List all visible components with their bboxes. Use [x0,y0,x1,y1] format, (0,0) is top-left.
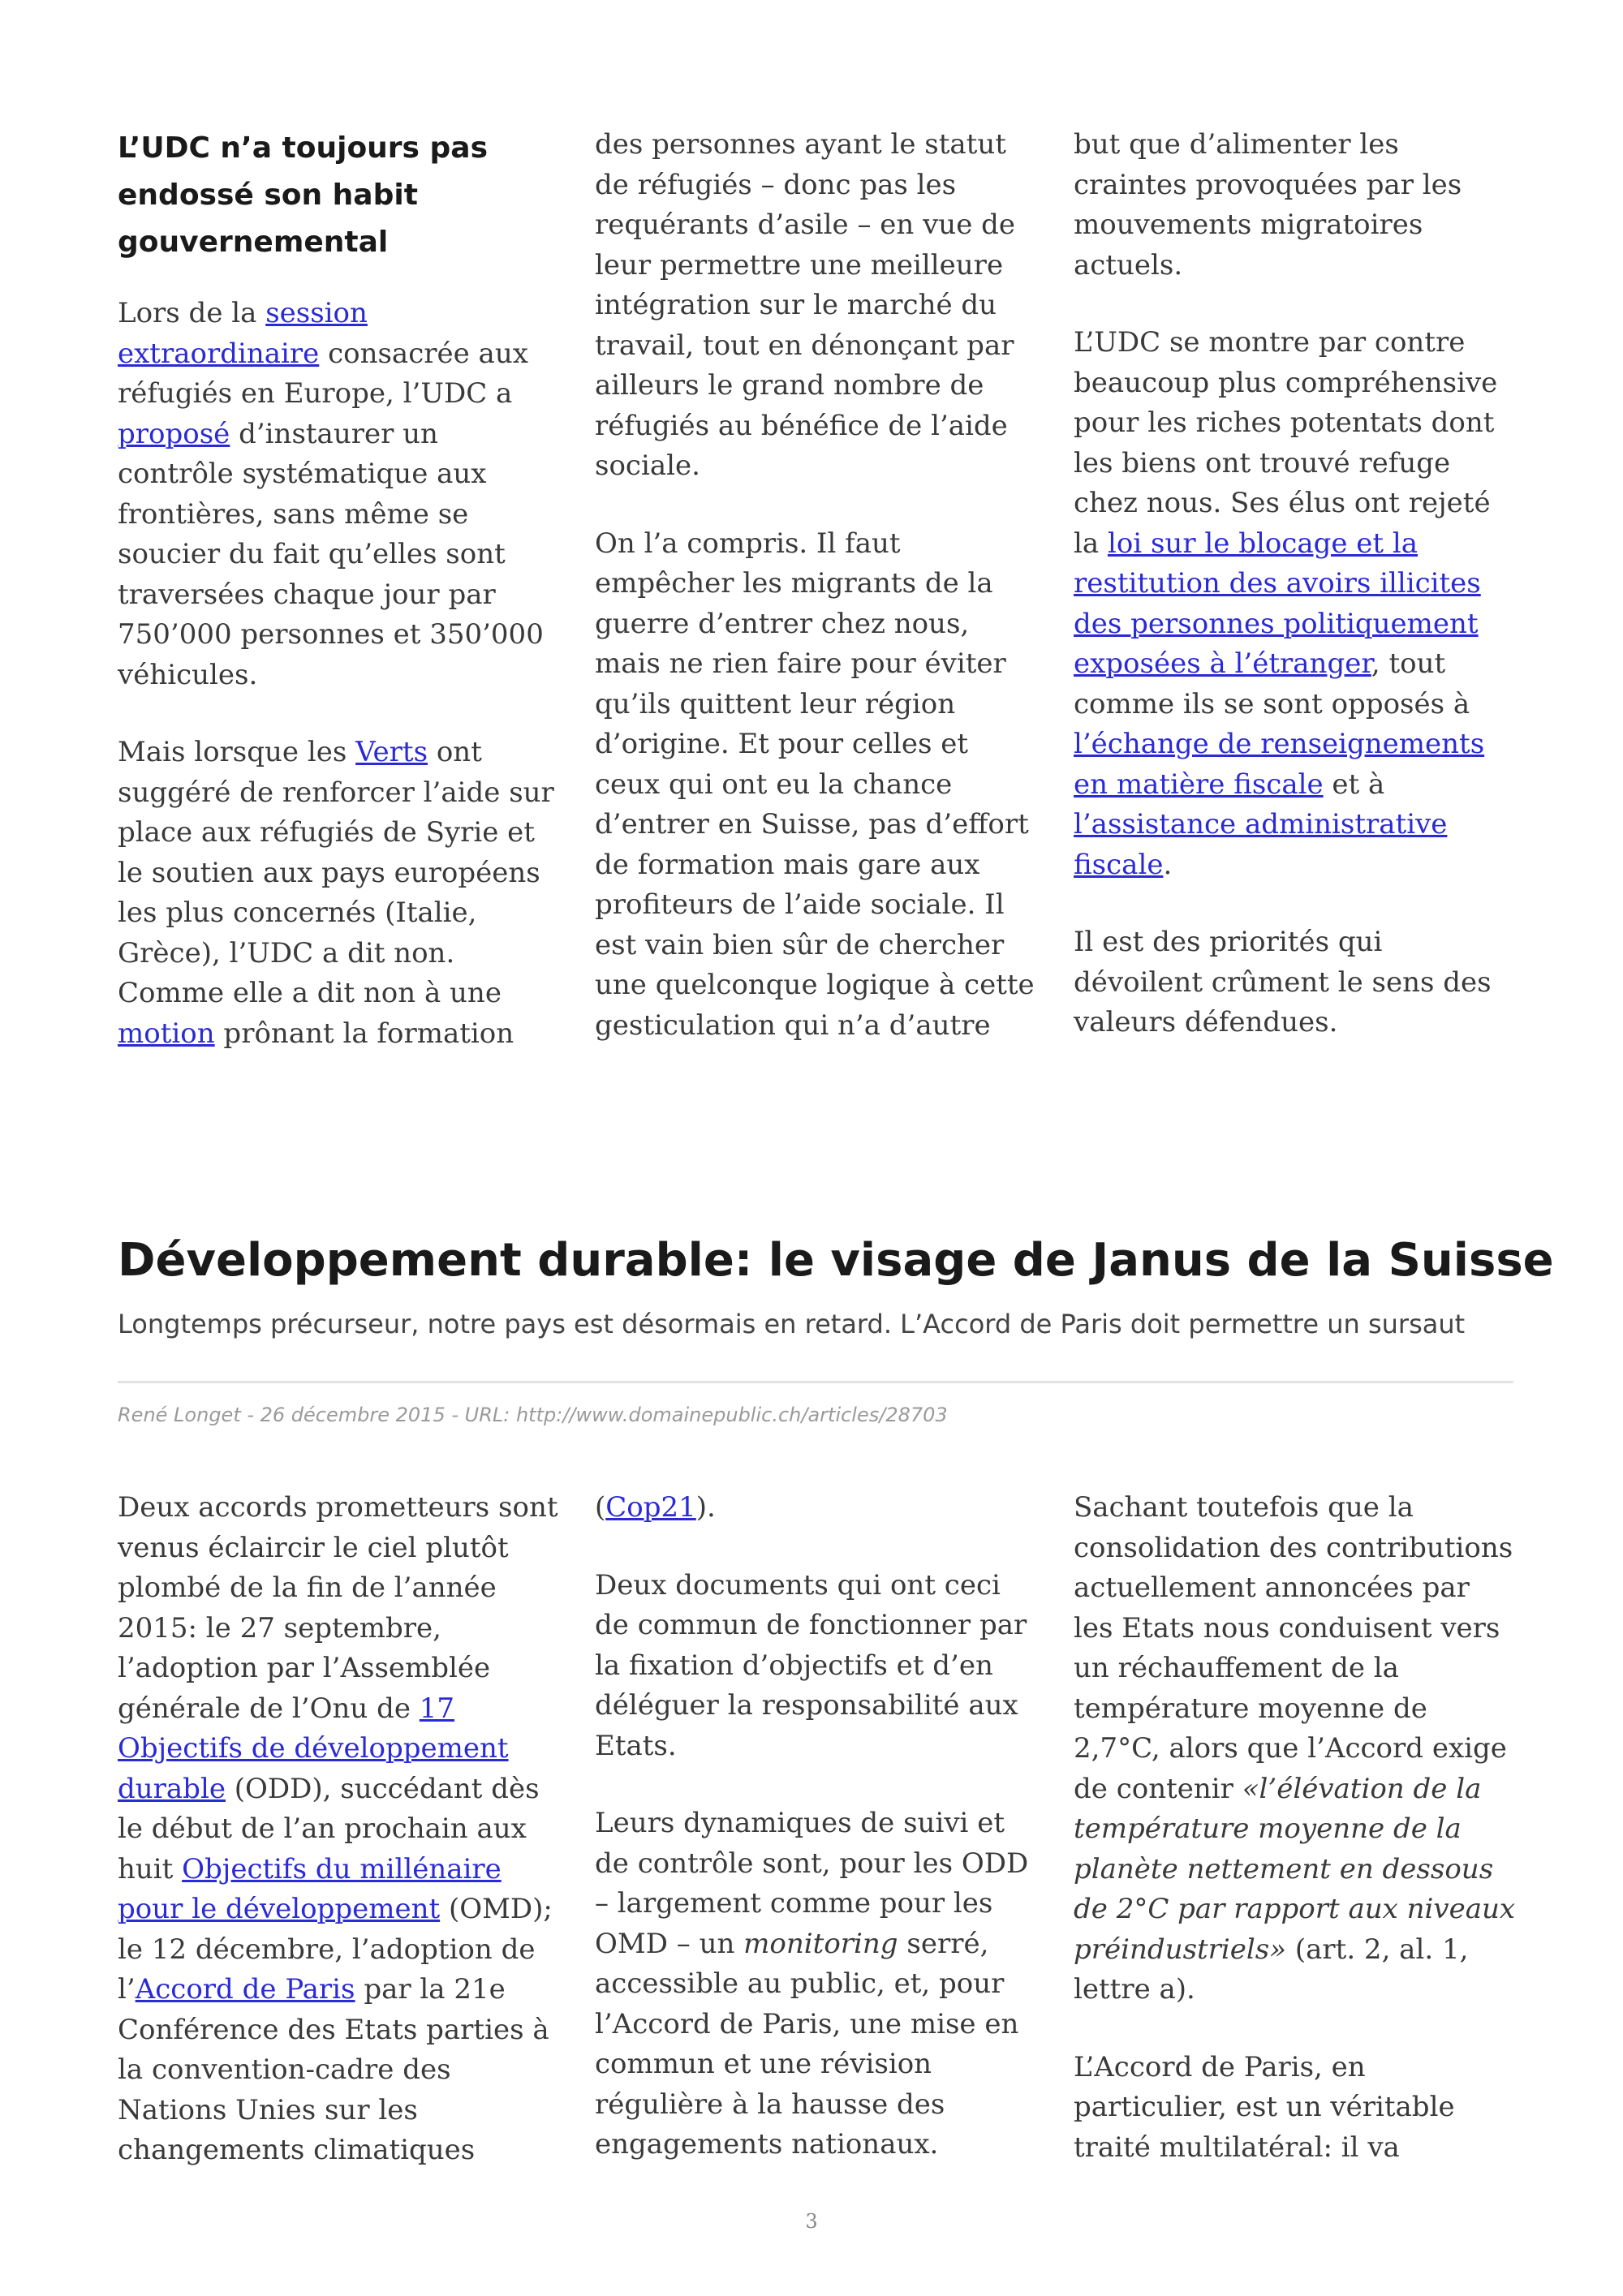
text-run: Sachant toutefois que la consolidation des contributions actuellement annoncées par les Etats nous conduisent vers un réchauffement de la température moyenne de 2,7°C, alors que l’Accord exige de contenir [1074,1491,1513,1805]
paragraph [118,294,560,695]
text-run: Mais lorsque les [118,736,356,768]
link-session-extraordinaire[interactable]: session extraordinaire [118,297,368,370]
text-run: consacrée aux réfugiés en Europe, l’UDC a [118,337,528,410]
link-propose[interactable]: proposé [118,417,230,450]
article-subtitle: Longtemps précurseur, notre pays est désormais en retard. L’Accord de Paris doit permettre un sursaut [118,1309,1466,1339]
article2-column-2 [595,1488,1037,2203]
text-run: L’UDC se montre par contre beaucoup plus compréhensive pour les riches potentats dont les biens ont trouvé refuge chez nous. Ses élus ont rejeté la [1074,326,1498,560]
quote-emphasis: «l’élévation de la température moyenne de la planète nettement en dessous de 2°C par rapport aux niveaux préindustriels» [1074,1772,1516,1966]
text-run: et à [1323,767,1385,801]
text-run: Leurs dynamiques de suivi et de contrôle sont, pour les ODD – largement comme pour les OMD – un [595,1807,1029,1960]
paragraph [118,1488,560,2171]
text-run: ( [595,1491,606,1524]
link-cop21[interactable]: Cop21 [605,1491,696,1524]
link-motion[interactable]: motion [118,1017,215,1050]
link-assistance-administrative[interactable]: l’assistance administrative fiscale [1074,808,1448,881]
link-loi-blocage[interactable]: loi sur le blocage et la restitution des avoirs illicites des personnes politiquement exposées à l’étranger [1074,527,1481,680]
text-run: par la 21e Conférence des Etats parties à la convention-cadre des Nations Unies sur les changements climatiques [118,1973,549,2166]
paragraph: but que d’alimenter les craintes provoquées par les mouvements migratoires actuels. [1074,128,1462,282]
emphasis: monitoring [743,1927,898,1960]
article2-column-1 [118,1488,560,2208]
paragraph: Deux documents qui ont ceci de commun de fonctionner par la fixation d’objectifs et d’en déléguer la responsabilité aux Etats. [595,1568,1027,1762]
paragraph: Il est des priorités qui dévoilent crûment le sens des valeurs défendues. [1074,926,1492,1038]
paragraph [1074,1488,1516,2010]
article-title: Développement durable: le visage de Janus de la Suisse [118,1234,1554,1287]
text-run: (ODD), succédant dès le début de l’an prochain aux huit [118,1772,540,1885]
divider [118,1381,1513,1383]
text-run: Deux accords prometteurs sont venus éclaircir le ciel plutôt plombé de la fin de l’année 2015: le 27 septembre, l’adoption par l’Assemblée générale de l’Onu de [118,1491,558,1725]
link-accord-de-paris[interactable]: Accord de Paris [135,1973,355,2006]
text-run: , tout comme ils se sont opposés à [1074,647,1470,720]
link-echange-renseignements[interactable]: l’échange de renseignements en matière fiscale [1074,728,1485,801]
paragraph [118,733,560,1054]
link-17-objectifs[interactable]: 17 Objectifs de développement durable [118,1692,509,1805]
section1-column-2 [595,125,1037,1083]
text-run: ). [695,1491,716,1524]
link-verts[interactable]: Verts [355,736,428,768]
section-heading: L’UDC n’a toujours pas endossé son habit gouvernemental [118,131,489,259]
article2-column-3 [1074,1488,1516,2205]
article-meta: René Longet - 26 décembre 2015 - URL: http://www.domainepublic.ch/articles/28703 [118,1404,948,1426]
paragraph [595,1804,1037,2165]
section1-column-3 [1074,125,1516,1081]
paragraph [595,1488,1037,1529]
text-run: prônant la formation [214,1017,514,1050]
link-objectifs-millenaire[interactable]: Objectifs du millénaire pour le développement [118,1852,502,1925]
text-run: d’instaurer un contrôle systématique aux frontières, sans même se soucier du fait qu’elles sont traversées chaque jour par 750’000 personnes et 350’000 véhicules. [118,417,544,691]
text-run: Lors de la [118,297,266,329]
text-run: (OMD); le 12 décembre, l’adoption de l’ [118,1893,553,2006]
section1-column-1 [118,125,560,1091]
paragraph: On l’a compris. Il faut empêcher les migrants de la guerre d’entrer chez nous, mais ne rien faire pour éviter qu’ils quittent leur région d’origine. Et pour celles et ceux qui ont eu la chance d’entrer en Suisse, pas d’effort de formation mais gare aux profiteurs de l’aide sociale. Il est vain bien sûr de chercher une quelconque logique à cette gesticulation qui n’a d’autre [595,527,1035,1042]
text-run: ont suggéré de renforcer l’aide sur place aux réfugiés de Syrie et le soutien aux pays européens les plus concernés (Italie, Grèce), l’UDC a dit non. Comme elle a dit non à une [118,736,554,1009]
paragraph [1074,323,1516,885]
page-number: 3 [805,2210,818,2233]
text-run: . [1163,848,1173,881]
paragraph: des personnes ayant le statut de réfugiés – donc pas les requérants d’asile – en vue de leur permettre une meilleure intégration sur le marché du travail, tout en dénonçant par ailleurs le grand nombre de réfugiés au bénéfice de l’aide sociale. [595,128,1016,482]
paragraph: L’Accord de Paris, en particulier, est un véritable traité multilatéral: il va [1074,2050,1455,2164]
text-run: serré, accessible au public, et, pour l’Accord de Paris, une mise en commun et une révision régulière à la hausse des engagements nationaux. [595,1927,1019,2161]
text-run: (art. 2, al. 1, lettre a). [1074,1933,1469,2006]
